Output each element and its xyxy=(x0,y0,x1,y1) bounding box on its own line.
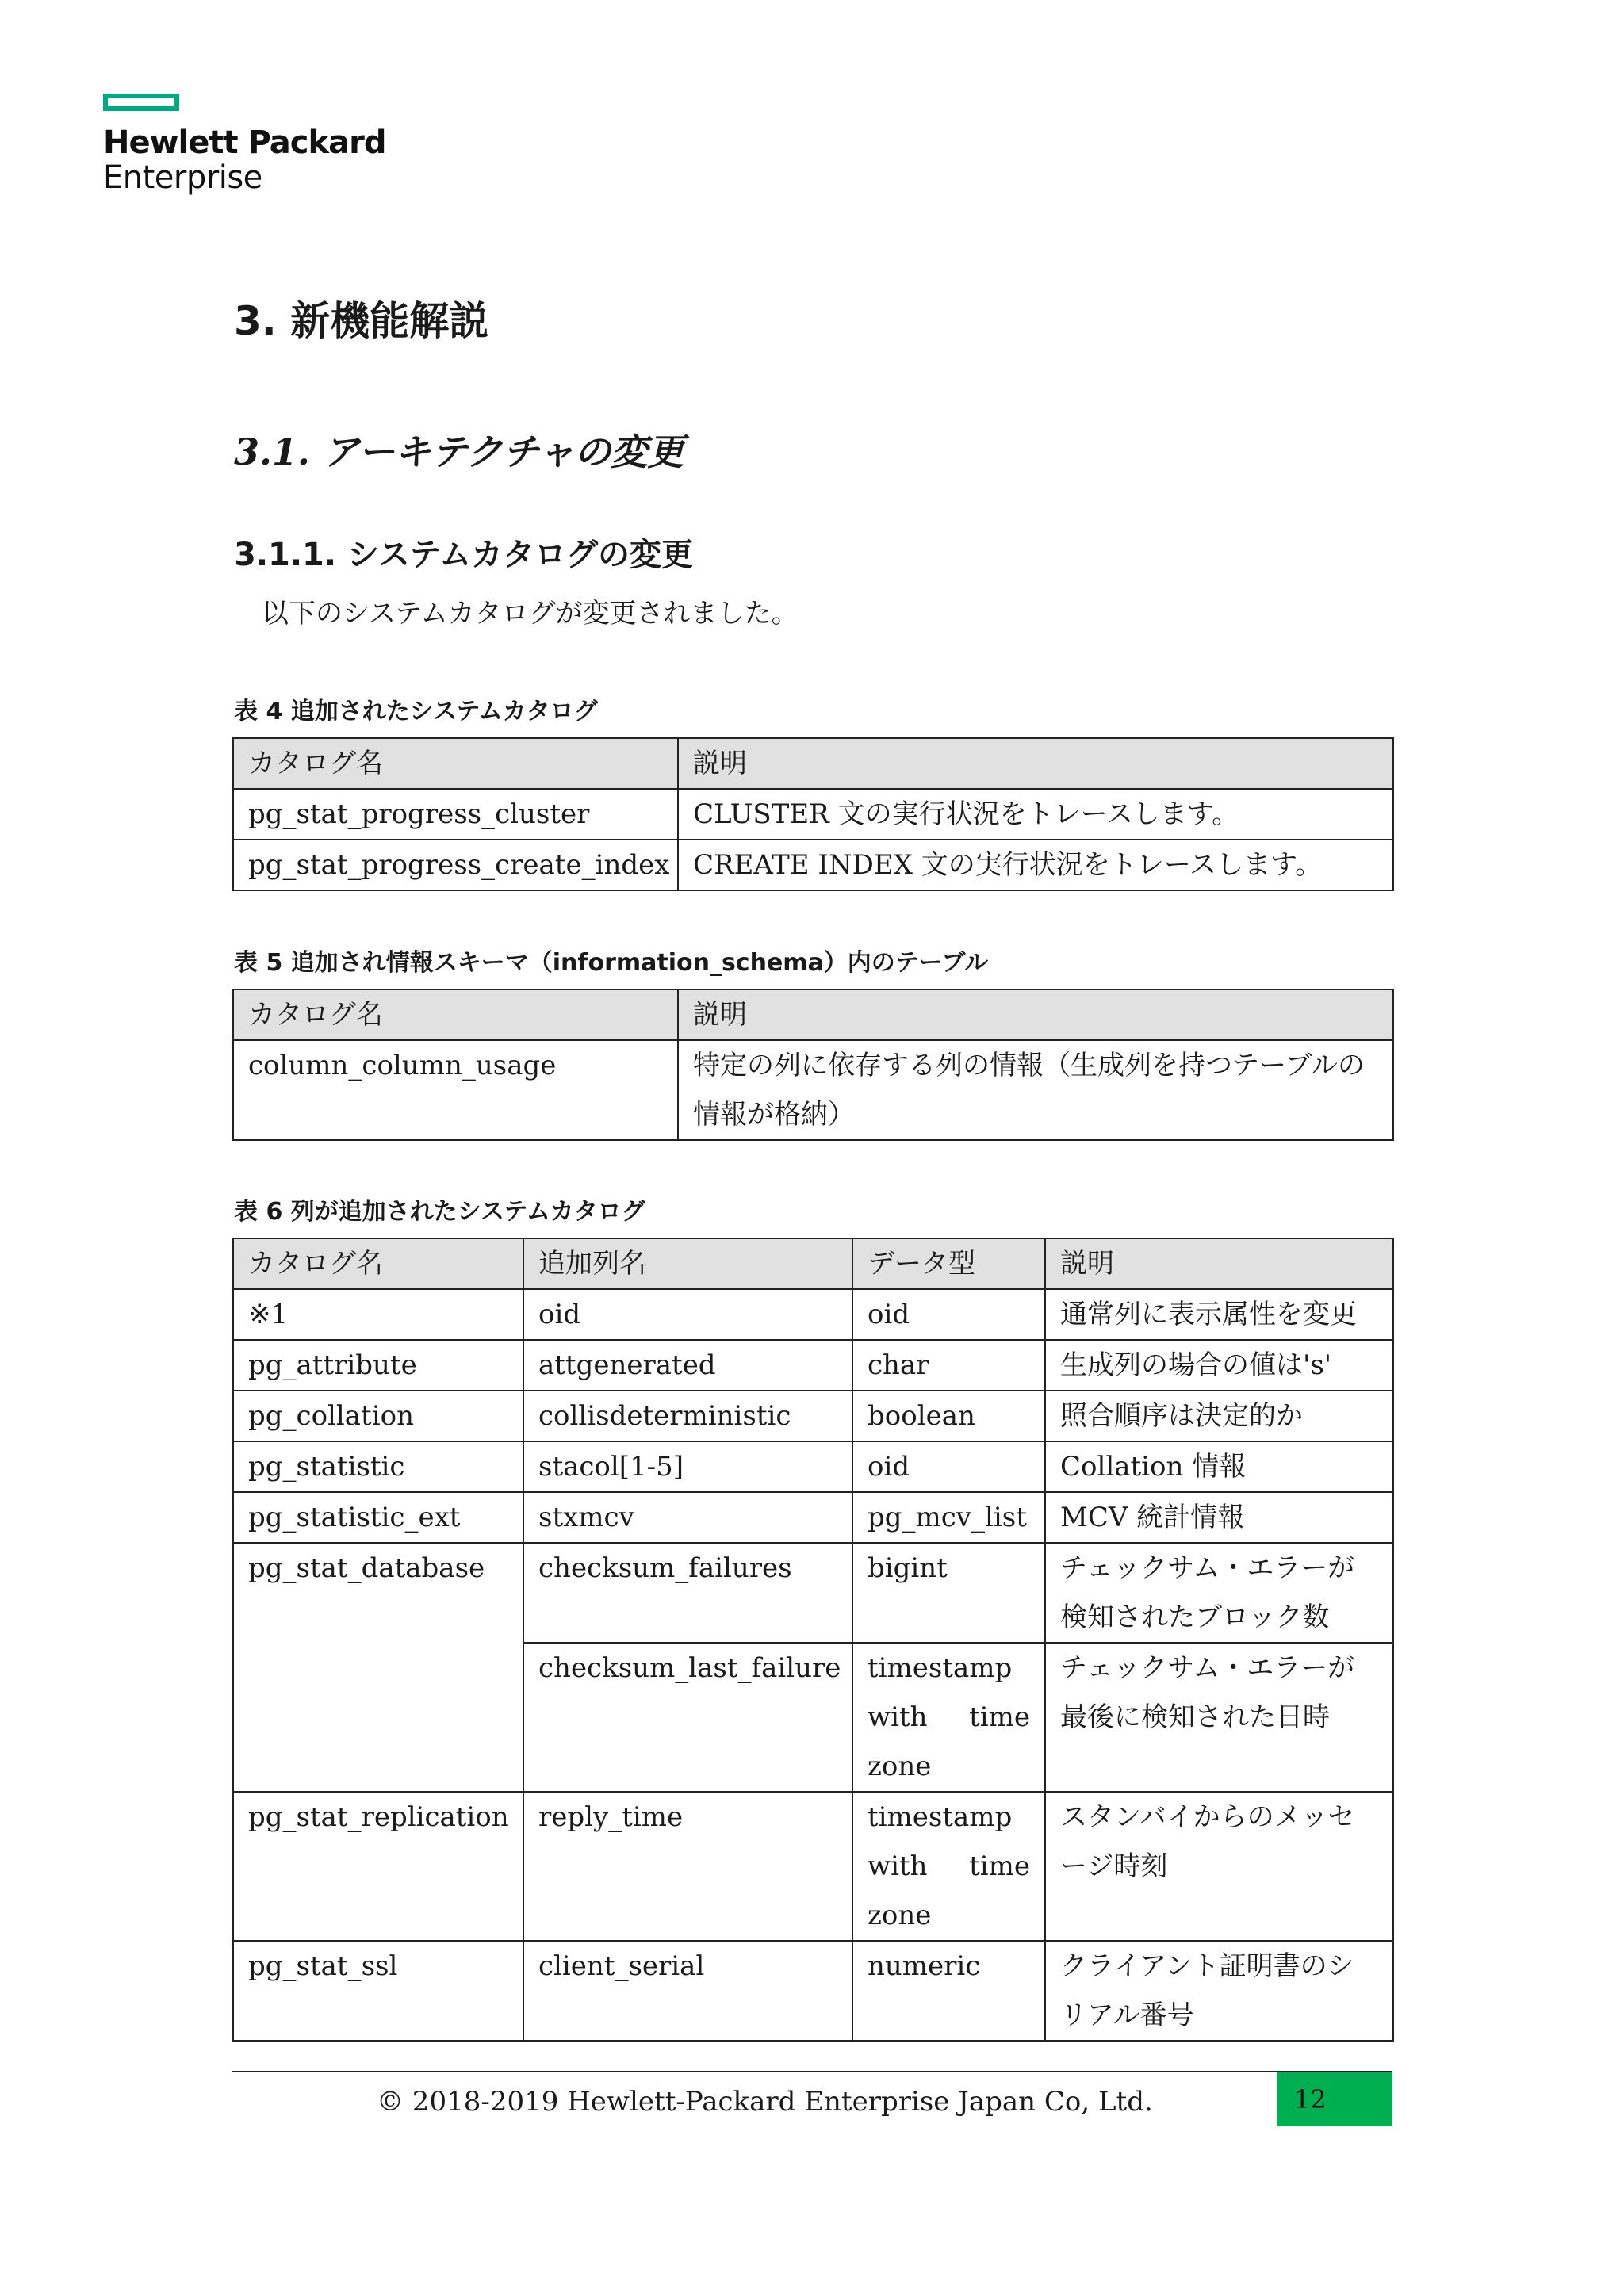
page-number: 12 xyxy=(1277,2072,1392,2126)
table-row xyxy=(233,1543,1393,1643)
table-header-row xyxy=(233,1238,1393,1289)
table-cell: pg_mcv_list xyxy=(852,1492,1045,1543)
table-row xyxy=(233,789,1393,840)
table-cell: boolean xyxy=(852,1391,1045,1441)
column-header: データ型 xyxy=(852,1238,1045,1289)
table-row xyxy=(233,840,1393,890)
table5-caption: 表 5 追加され情報スキーマ（information_schema）内のテーブル xyxy=(234,949,989,977)
hpe-logo xyxy=(103,94,385,195)
table5 xyxy=(232,989,1394,1141)
column-header: カタログ名 xyxy=(233,738,678,789)
column-header: 説明 xyxy=(678,738,1393,789)
chapter-heading: 3. 新機能解説 xyxy=(234,298,489,344)
table-cell: client_serial xyxy=(523,1941,852,2041)
table-cell: stxmcv xyxy=(523,1492,852,1543)
intro-paragraph: 以下のシステムカタログが変更されました。 xyxy=(262,598,799,629)
section-heading: 3.1. アーキテクチャの変更 xyxy=(234,430,684,473)
table-cell: timestamp with time zone xyxy=(852,1643,1045,1792)
table4-caption: 表 4 追加されたシステムカタログ xyxy=(234,698,598,725)
table-cell: pg_attribute xyxy=(233,1340,523,1391)
table-cell: collisdeterministic xyxy=(523,1391,852,1441)
table-header-row xyxy=(233,989,1393,1040)
table-cell: oid xyxy=(852,1289,1045,1340)
table-cell: ※1 xyxy=(233,1289,523,1340)
table-cell: stacol[1-5] xyxy=(523,1441,852,1492)
table-row xyxy=(233,1792,1393,1941)
table-row xyxy=(233,1441,1393,1492)
table-cell: クライアント証明書のシリアル番号 xyxy=(1045,1941,1393,2041)
column-header: 説明 xyxy=(1045,1238,1393,1289)
table-cell: 通常列に表示属性を変更 xyxy=(1045,1289,1393,1340)
table-cell: checksum_last_failure xyxy=(523,1643,852,1792)
table-cell: チェックサム・エラーが検知されたブロック数 xyxy=(1045,1543,1393,1643)
table-cell: 照合順序は決定的か xyxy=(1045,1391,1393,1441)
table-row xyxy=(233,1289,1393,1340)
table-cell: MCV 統計情報 xyxy=(1045,1492,1393,1543)
table-header-row xyxy=(233,738,1393,789)
table-cell: numeric xyxy=(852,1941,1045,2041)
table-cell: timestamp with time zone xyxy=(852,1792,1045,1941)
table-cell: スタンバイからのメッセージ時刻 xyxy=(1045,1792,1393,1941)
column-header: カタログ名 xyxy=(233,989,678,1040)
table-cell: pg_stat_replication xyxy=(233,1792,523,1941)
table-cell: 生成列の場合の値は's' xyxy=(1045,1340,1393,1391)
table6-caption: 表 6 列が追加されたシステムカタログ xyxy=(234,1198,645,1226)
column-header: カタログ名 xyxy=(233,1238,523,1289)
subsection-heading: 3.1.1. システムカタログの変更 xyxy=(234,537,694,573)
table-row xyxy=(233,1391,1393,1441)
table-cell: column_column_usage xyxy=(233,1040,678,1140)
footer-divider xyxy=(232,2071,1392,2072)
table-cell: bigint xyxy=(852,1543,1045,1643)
table-cell: pg_statistic_ext xyxy=(233,1492,523,1543)
logo-text-line1: Hewlett Packard xyxy=(103,124,386,161)
table-cell: pg_statistic xyxy=(233,1441,523,1492)
table4 xyxy=(232,737,1394,891)
table-cell: pg_stat_database xyxy=(233,1543,523,1792)
logo-text-line2: Enterprise xyxy=(103,159,262,196)
table-cell: 特定の列に依存する列の情報（生成列を持つテーブルの情報が格納） xyxy=(678,1040,1393,1140)
table-cell: Collation 情報 xyxy=(1045,1441,1393,1492)
column-header: 追加列名 xyxy=(523,1238,852,1289)
table-cell: pg_collation xyxy=(233,1391,523,1441)
table-row xyxy=(233,1492,1393,1543)
table-cell: checksum_failures xyxy=(523,1543,852,1643)
table-cell: pg_stat_ssl xyxy=(233,1941,523,2041)
table-cell: CLUSTER 文の実行状況をトレースします。 xyxy=(678,789,1393,840)
table-cell: reply_time xyxy=(523,1792,852,1941)
table-cell: CREATE INDEX 文の実行状況をトレースします。 xyxy=(678,840,1393,890)
table-cell: char xyxy=(852,1340,1045,1391)
table-cell: oid xyxy=(852,1441,1045,1492)
table-cell: pg_stat_progress_cluster xyxy=(233,789,678,840)
table-row xyxy=(233,1040,1393,1140)
logo-mark xyxy=(103,94,179,111)
column-header: 説明 xyxy=(678,989,1393,1040)
table-row xyxy=(233,1340,1393,1391)
table-row xyxy=(233,1941,1393,2041)
table-cell: pg_stat_progress_create_index xyxy=(233,840,678,890)
table6 xyxy=(232,1238,1394,2042)
table-cell: チェックサム・エラーが最後に検知された日時 xyxy=(1045,1643,1393,1792)
table-cell: attgenerated xyxy=(523,1340,852,1391)
footer-copyright: © 2018-2019 Hewlett-Packard Enterprise Japan Co, Ltd. xyxy=(377,2086,1153,2118)
table-cell: oid xyxy=(523,1289,852,1340)
